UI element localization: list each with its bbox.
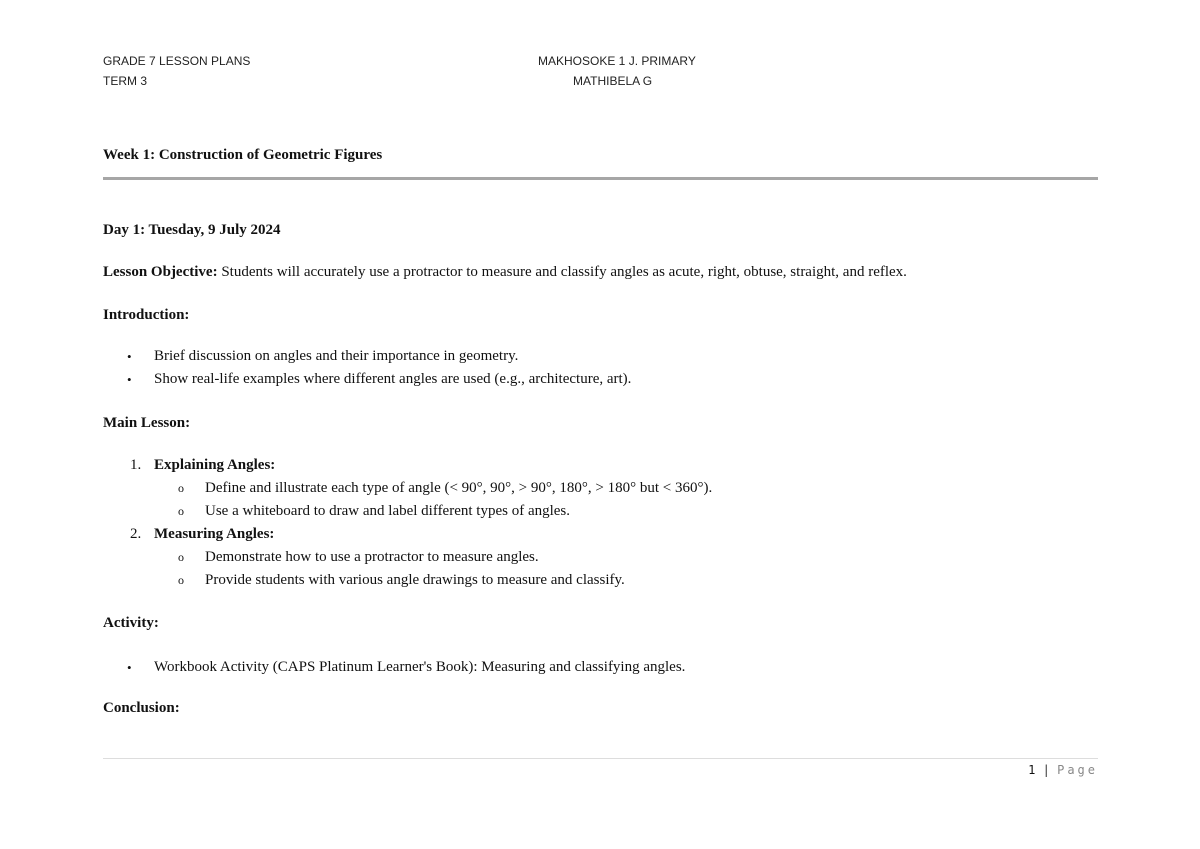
- intro-bullet: Brief discussion on angles and their importance in geometry.: [154, 348, 519, 364]
- page-number-footer: [1028, 763, 1098, 777]
- sub-item: Define and illustrate each type of angle (< 90°, 90°, > 90°, 180°, > 180° but < 360°).: [205, 480, 713, 496]
- list-item-title: Explaining Angles:: [154, 457, 276, 473]
- introduction-heading: Introduction:: [103, 307, 190, 323]
- activity-bullet: Workbook Activity (CAPS Platinum Learner's Book): Measuring and classifying angles.: [154, 659, 686, 675]
- lesson-objective: [103, 264, 907, 281]
- circle-bullet-icon: o: [178, 573, 184, 587]
- sub-item: Provide students with various angle drawings to measure and classify.: [205, 572, 625, 588]
- circle-bullet-icon: o: [178, 481, 184, 495]
- circle-bullet-icon: o: [178, 550, 184, 564]
- sub-item: Use a whiteboard to draw and label different types of angles.: [205, 503, 571, 519]
- page-word: Page: [1057, 763, 1098, 777]
- list-number: 2.: [130, 526, 142, 542]
- page-number: 1: [1028, 763, 1036, 777]
- conclusion-heading: Conclusion:: [103, 700, 180, 716]
- sub-item: Demonstrate how to use a protractor to measure angles.: [205, 549, 539, 565]
- list-number: 1.: [130, 457, 142, 473]
- header-right-line2: MATHIBELA G: [573, 74, 653, 88]
- objective-text: Students will accurately use a protractor to measure and classify angles as acute, right, obtuse, straight, and reflex.: [217, 264, 907, 280]
- activity-heading: Activity:: [103, 615, 159, 631]
- bullet-icon: •: [127, 660, 132, 675]
- page-separator: |: [1042, 763, 1050, 777]
- header-left-line2: TERM 3: [103, 74, 148, 88]
- day-heading: Day 1: Tuesday, 9 July 2024: [103, 222, 281, 238]
- bullet-icon: •: [127, 349, 132, 364]
- intro-bullet: Show real-life examples where different angles are used (e.g., architecture, art).: [154, 371, 632, 387]
- header-right-line1: MAKHOSOKE 1 J. PRIMARY: [538, 54, 696, 68]
- list-item-title: Measuring Angles:: [154, 526, 275, 542]
- main-lesson-heading: Main Lesson:: [103, 415, 191, 431]
- circle-bullet-icon: o: [178, 504, 184, 518]
- title-divider: [103, 177, 1098, 180]
- bullet-icon: •: [127, 372, 132, 387]
- objective-label: Lesson Objective:: [103, 264, 218, 280]
- header-left-line1: GRADE 7 LESSON PLANS: [103, 54, 251, 68]
- page-title: Week 1: Construction of Geometric Figures: [103, 147, 383, 163]
- footer-divider: [103, 758, 1098, 759]
